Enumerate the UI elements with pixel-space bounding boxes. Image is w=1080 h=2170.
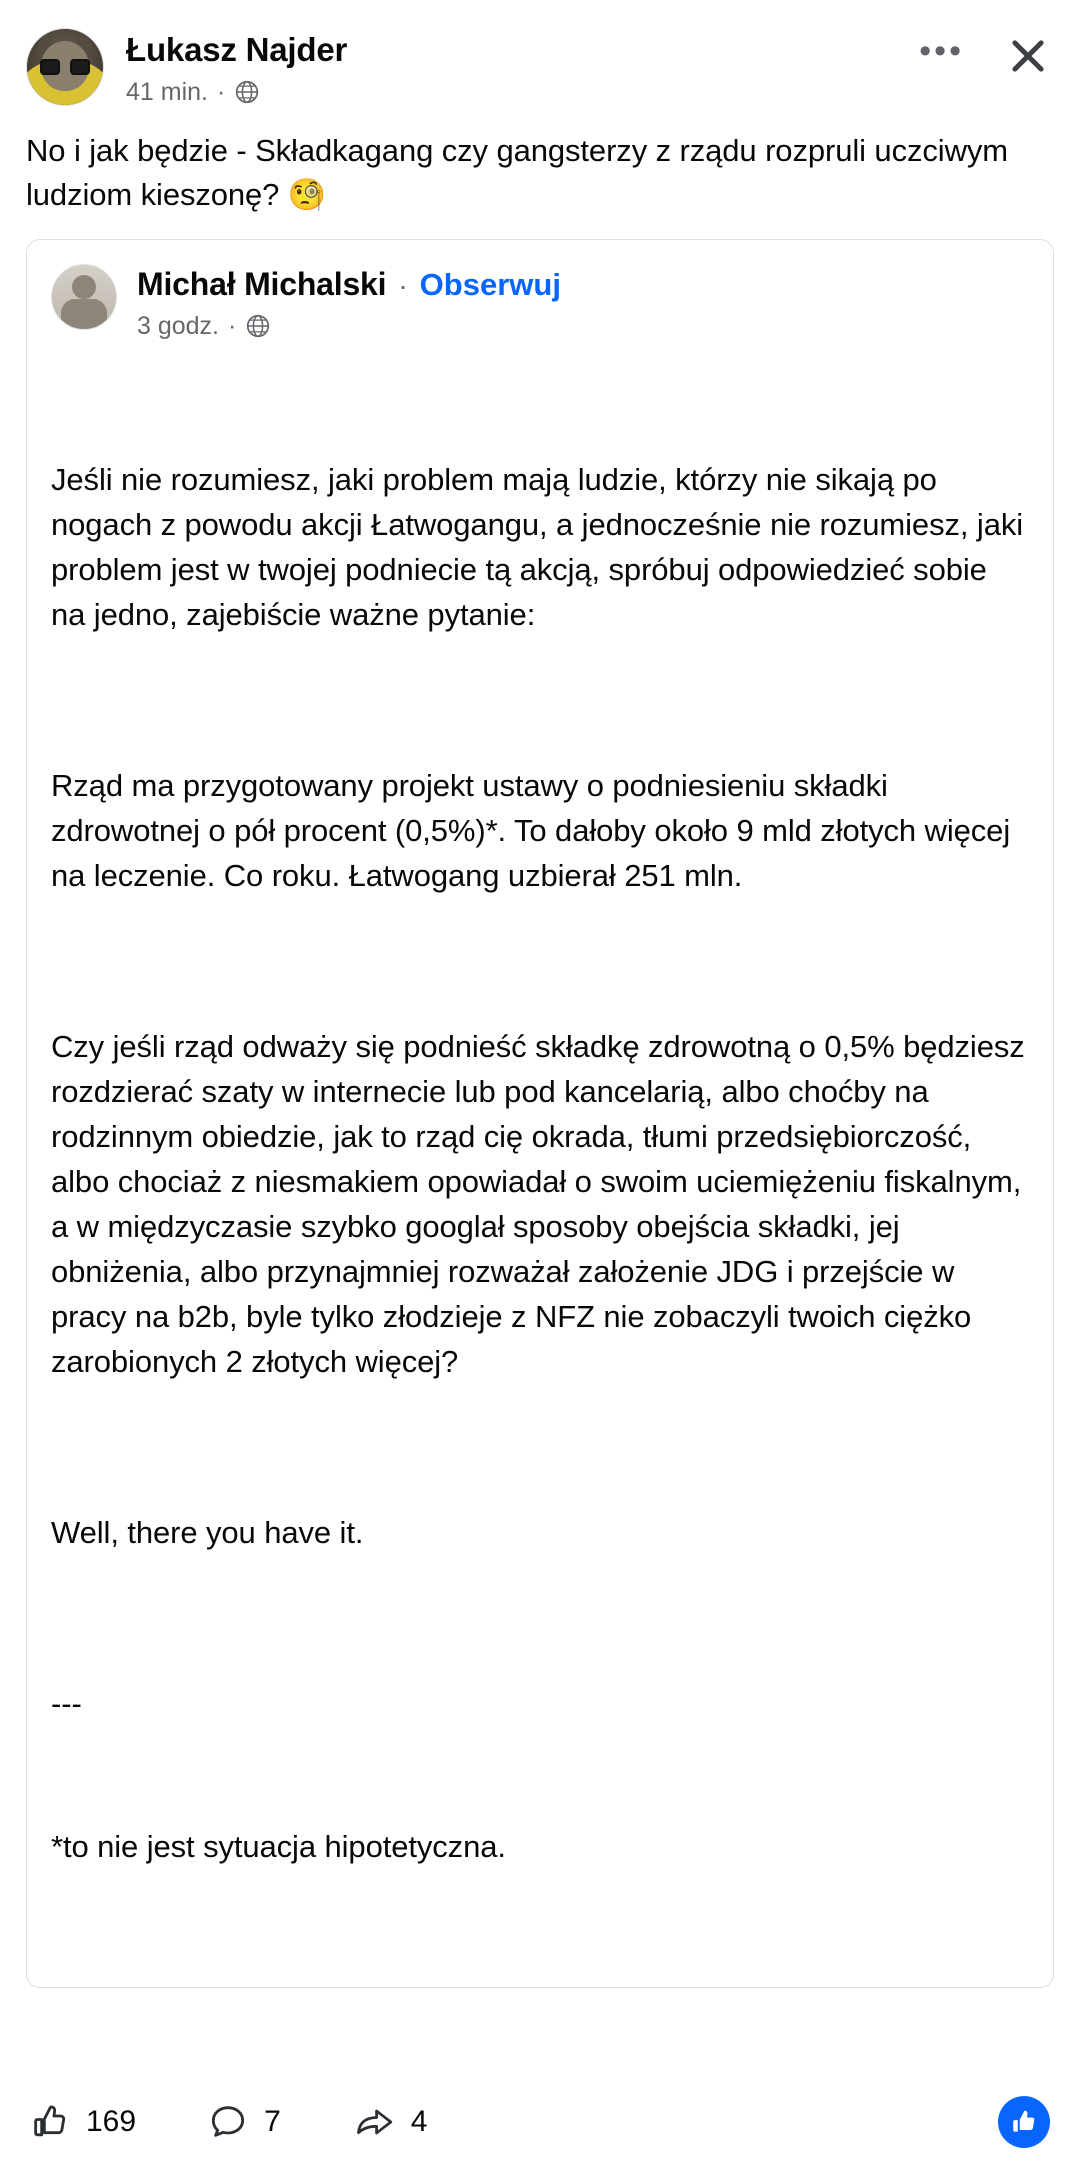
shared-post-author-block <box>117 264 1029 341</box>
post-author-name[interactable]: Łukasz Najder <box>126 31 348 68</box>
globe-icon <box>234 79 260 105</box>
post-meta-separator: · <box>216 78 226 106</box>
shared-post-paragraph: Rząd ma przygotowany projekt ustawy o podniesieniu składki zdrowotnej o pół procent (0,5%)*. To dałoby około 9 mld złotych więcej na leczenie. Co roku. Łatwogang uzbierał 251 mln. <box>51 768 1019 893</box>
shared-post-paragraph: *to nie jest sytuacja hipotetyczna. <box>51 1829 506 1864</box>
close-icon[interactable] <box>1008 36 1048 76</box>
post-header-actions <box>919 28 1054 76</box>
shared-post-avatar[interactable] <box>51 264 117 330</box>
post-author-block <box>104 28 919 107</box>
share-action[interactable] <box>353 2102 428 2142</box>
shared-avatar-body <box>61 299 107 330</box>
shared-post-timestamp[interactable]: 3 godz. <box>137 312 220 340</box>
comment-count: 7 <box>264 2105 281 2138</box>
like-action[interactable] <box>30 2102 136 2142</box>
shared-avatar-head <box>72 275 96 299</box>
shared-post-paragraph: Czy jeśli rząd odważy się podnieść składkę zdrowotną o 0,5% będziesz rozdzierać szaty w internecie lub pod kancelarią, albo choćby na rodzinnym obiedzie, jak to rząd cię okrada, tłumi przedsiębiorczość, albo chociaż z niesmakiem opowiadał o swoim uciemiężeniu fiskalnym, a w międzyczasie szybko googlał sposoby obejścia składki, jej obniżenia, albo przynajmniej rozważał założenie JDG i przejście w pracy na b2b, byle tylko złodzieje z NFZ nie zobaczyli twoich ciężko zarobionych 2 złotych więcej? <box>51 1029 1034 1379</box>
shared-post-paragraph: Well, there you have it. <box>51 1515 364 1550</box>
more-options-icon[interactable]: ••• <box>919 32 964 70</box>
share-arrow-icon <box>353 2102 395 2142</box>
shared-post-author-name[interactable]: Michał Michalski <box>137 266 387 302</box>
follow-button[interactable]: Obserwuj <box>419 267 561 302</box>
shared-post-name-separator: · <box>398 270 408 301</box>
like-count: 169 <box>86 2105 137 2138</box>
post-timestamp[interactable]: 41 min. <box>126 78 208 106</box>
shared-post-name-row <box>137 264 1029 306</box>
shared-post-header <box>51 264 1029 341</box>
avatar-glasses-right <box>70 59 90 75</box>
shared-post-meta-separator: · <box>228 312 237 340</box>
thumbs-up-filled-icon <box>1009 2107 1039 2137</box>
post-meta <box>126 77 919 107</box>
thumbs-up-icon <box>30 2102 70 2142</box>
shared-post-card[interactable] <box>26 239 1054 1988</box>
post-header <box>0 0 1080 107</box>
globe-icon <box>245 313 271 339</box>
shared-post-paragraph: Jeśli nie rozumiesz, jaki problem mają ludzie, którzy nie sikają po nogach z powodu akcji Łatwogangu, a jednocześnie nie rozumiesz, jaki problem jest w twojej podniecie tą akcją, spróbuj odpowiedzieć sobie na jedno, zajebiście ważne pytanie: <box>51 462 1032 632</box>
avatar[interactable] <box>26 28 104 106</box>
comment-action[interactable] <box>208 2102 281 2142</box>
avatar-glasses-left <box>40 59 60 75</box>
shared-post-paragraph: --- <box>51 1686 82 1721</box>
share-count: 4 <box>410 2105 428 2138</box>
shared-post-text <box>51 367 1034 1959</box>
post-text: No i jak będzie - Składkagang czy gangsterzy z rządu rozpruli uczciwym ludziom kieszonę? 🧐 <box>26 133 1008 212</box>
comment-bubble-icon <box>208 2102 248 2142</box>
engagement-bar <box>0 2096 1080 2148</box>
react-like-button[interactable] <box>998 2096 1050 2148</box>
shared-post-meta <box>137 311 1029 341</box>
